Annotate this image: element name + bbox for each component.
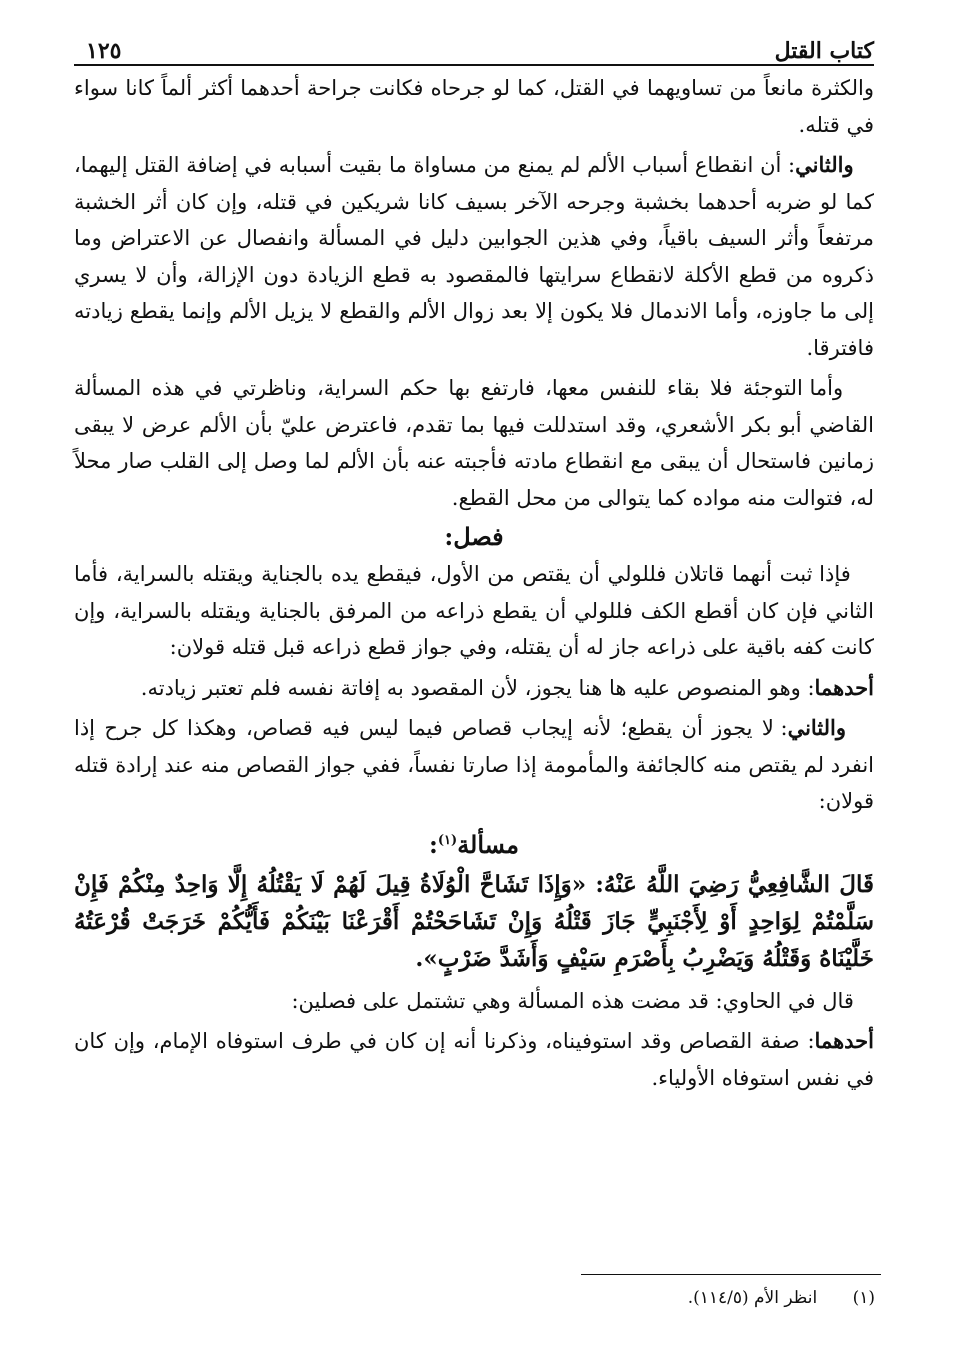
paragraph-text: فإذا ثبت أنهما قاتلان فللولي أن يقتص من الأول، فيقطع يده بالجناية ويقتله بالسراية، فأما الثاني فإن كان أقطع الكف فللولي أن يقطع ذراعه من المرفق بالجناية ويقتله بالسراية، وإن كانت كفه باقية على ذراعه جاز له أن يقتله، وفي جواز قطع ذراعه قبل قتله قولان: <box>74 562 874 659</box>
footnote-text: انظر الأم (١١٤/٥). <box>687 1288 818 1308</box>
paragraph-text: قال في الحاوي: قد مضت هذه المسألة وهي تشتمل على فصلين: <box>291 988 854 1013</box>
paragraph-lead: أحدهما <box>814 1028 874 1053</box>
paragraph-text: : لا يجوز أن يقطع؛ لأنه إيجاب قصاص فيما ليس فيه قصاص، وهكذا كل جرح إذا انفرد لم يقتص منه كالجائفة والمأمومة إذا صارتا نفساً، ففي جواز القصاص منه عند إرادة قتله قولان: <box>74 716 874 813</box>
paragraph <box>74 1023 874 1096</box>
footnote-number: (١) <box>852 1288 875 1308</box>
section-title-masala <box>74 824 874 862</box>
paragraph-text: وأما التوجئة فلا بقاء للنفس معها، فارتفع بها حكم السراية، وناظرتي في هذه المسألة القاضي أبو بكر الأشعري، وقد استدللت فيها بما تقدم، فاعترض عليّ بأن الألم عرض لا يبقى زمانين فاستحال أن يبقى مع انقطاع مادته فأجبته عنه بأن الألم لما وصل إلى القلب صار محلاً له، فتوالت منه مواده كما يتوالى من محل القطع. <box>74 376 874 510</box>
page-body <box>74 70 874 1096</box>
paragraph-text: : صفة القصاص وقد استوفيناه، وذكرنا أنه إن كان في طرف استوفاه الإمام، وإن كان في نفس استوفاه الأولياء. <box>74 1029 874 1090</box>
paragraph-lead: والثاني <box>795 152 854 177</box>
paragraph <box>74 983 874 1020</box>
paragraph-lead: أحدهما <box>814 674 874 700</box>
paragraph-text: : أن انقطاع أسباب الألم لم يمنع من مساواة ما بقيت أسبابه في إضافة القتل إليهما، كما لو ضربه أحدهما بخشبة وجرحه الآخر بسيف كانا شريكين في قتله، وإن كان أثر الخشبة مرتفعاً وأثر السيف باقياً، وفي هذين الجوابين دليل في المسألة وانفصال عن الاعتراض وما ذكروه من قطع الأكلة لانقطاع سرايتها فالمقصود به قطع الزيادة دون الإزالة، وأن لا يسري إلى ما جاوزه، وأما الاندمال فلا يكون إلا بعد زوال الألم والقطع لا يزيل الألم وإنما يقطع زيادته فافترقا. <box>74 153 874 360</box>
paragraph <box>74 70 874 143</box>
paragraph <box>74 670 874 707</box>
paragraph <box>74 556 874 666</box>
paragraph <box>74 370 874 516</box>
shafii-quote: قَالَ الشَّافِعِيُّ رَضِيَ اللَّهُ عَنْهُ: «وَإِذَا تَشَاحَّ الْوُلَاةُ قِيلَ لَهُمْ لَا يَقْتُلُهُ إِلَّا وَاحِدٌ مِنْكُمْ فَإِنْ سَلَّمْتُمْ لِوَاحِدٍ أَوْ لِأَجْنَبِيٍّ جَازَ قَتْلُهُ وَإِنْ تَشَاحَحْتُمْ أَقْرَعْنَا بَيْنَكُمْ فَأَيُّكُمْ خَرَجَتْ قُرْعَتُهُ خَلَّيْنَاهُ وَقَتْلُهُ وَيَضْرِبُ بِأَصْرَمِ سَيْفٍ وَأَشَدَّ ضَرْبٍ». <box>74 870 874 972</box>
paragraph-lead: والثاني <box>787 715 847 740</box>
footnote <box>688 1288 875 1308</box>
paragraph-text: والكثرة مانعاً من تساويهما في القتل، كما لو جرحاه فكانت جراحة أحدهما أكثر ألماً كانا سواء في قتله. <box>74 76 874 137</box>
footnote-divider <box>581 1274 881 1275</box>
section-title-colon: : <box>429 829 438 859</box>
paragraph <box>74 147 874 366</box>
paragraph-text: : وهو المنصوص عليه ها هنا يجوز، لأن المقصود به إفاتة نفسه فلم تعتبر زيادته. <box>140 675 815 700</box>
section-title: فصل: <box>444 522 504 551</box>
footnote-ref[interactable]: (١) <box>437 832 458 848</box>
running-title: كتاب القتل <box>774 38 874 64</box>
page-number: ١٢٥ <box>86 38 122 64</box>
page-header <box>74 30 874 66</box>
paragraph <box>74 710 874 820</box>
section-title-text: مسألة <box>457 829 519 859</box>
book-page <box>74 30 874 1100</box>
